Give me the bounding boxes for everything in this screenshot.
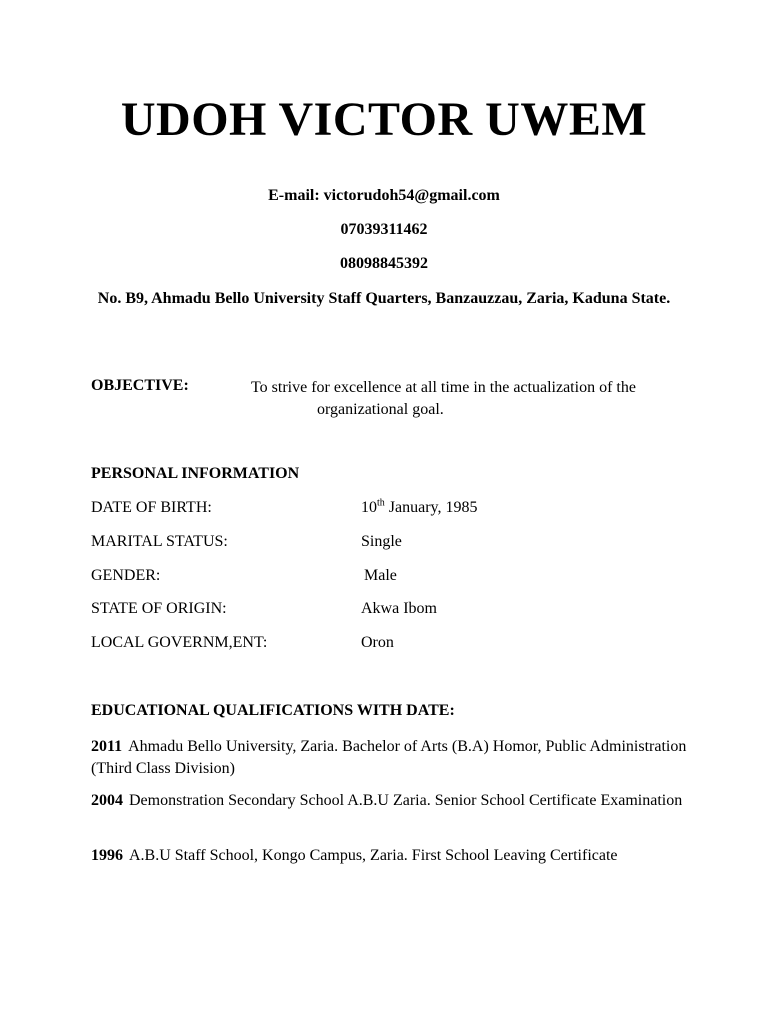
objective-label: OBJECTIVE: <box>91 377 189 394</box>
education-text: Ahmadu Bello University, Zaria. Bachelor of Arts (B.A) Homor, Public Administration (Third Class Division) <box>91 738 687 777</box>
phone-number-primary: 07039311462 <box>340 221 428 238</box>
phone-number-secondary: 08098845392 <box>340 255 428 272</box>
lga-label: LOCAL GOVERNM,ENT: <box>91 634 268 651</box>
lga-value: Oron <box>361 634 394 651</box>
dob-label: DATE OF BIRTH: <box>91 499 212 516</box>
education-heading: EDUCATIONAL QUALIFICATIONS WITH DATE: <box>91 702 455 719</box>
education-text: A.B.U Staff School, Kongo Campus, Zaria. First School Leaving Certificate <box>129 847 618 864</box>
education-year: 2011 <box>91 738 123 755</box>
email-line: E-mail: victorudoh54@gmail.com <box>268 187 500 204</box>
dob-value <box>361 499 478 517</box>
objective-text <box>251 377 691 421</box>
dob-rest: January, 1985 <box>384 499 478 516</box>
education-entry <box>91 790 691 812</box>
education-year: 2004 <box>91 792 123 809</box>
education-year: 1996 <box>91 847 123 864</box>
dob-day: 10 <box>361 499 377 516</box>
marital-status-value: Single <box>361 533 402 550</box>
dob-suffix: th <box>377 497 385 509</box>
education-entry <box>91 845 691 867</box>
marital-status-label: MARITAL STATUS: <box>91 533 228 550</box>
personal-info-heading: PERSONAL INFORMATION <box>91 465 300 482</box>
objective-text-line2: organizational goal. <box>317 401 444 418</box>
education-text: Demonstration Secondary School A.B.U Zaria. Senior School Certificate Examination <box>129 792 683 809</box>
gender-label: GENDER: <box>91 567 161 584</box>
applicant-name: UDOH VICTOR UWEM <box>120 93 648 146</box>
home-address: No. B9, Ahmadu Bello University Staff Quarters, Banzauzzau, Zaria, Kaduna State. <box>97 290 671 307</box>
gender-value: Male <box>364 567 397 584</box>
objective-text-line1: To strive for excellence at all time in the actualization of the <box>251 379 636 396</box>
education-entry <box>91 736 691 780</box>
state-of-origin-label: STATE OF ORIGIN: <box>91 600 227 617</box>
state-of-origin-value: Akwa Ibom <box>361 600 437 617</box>
